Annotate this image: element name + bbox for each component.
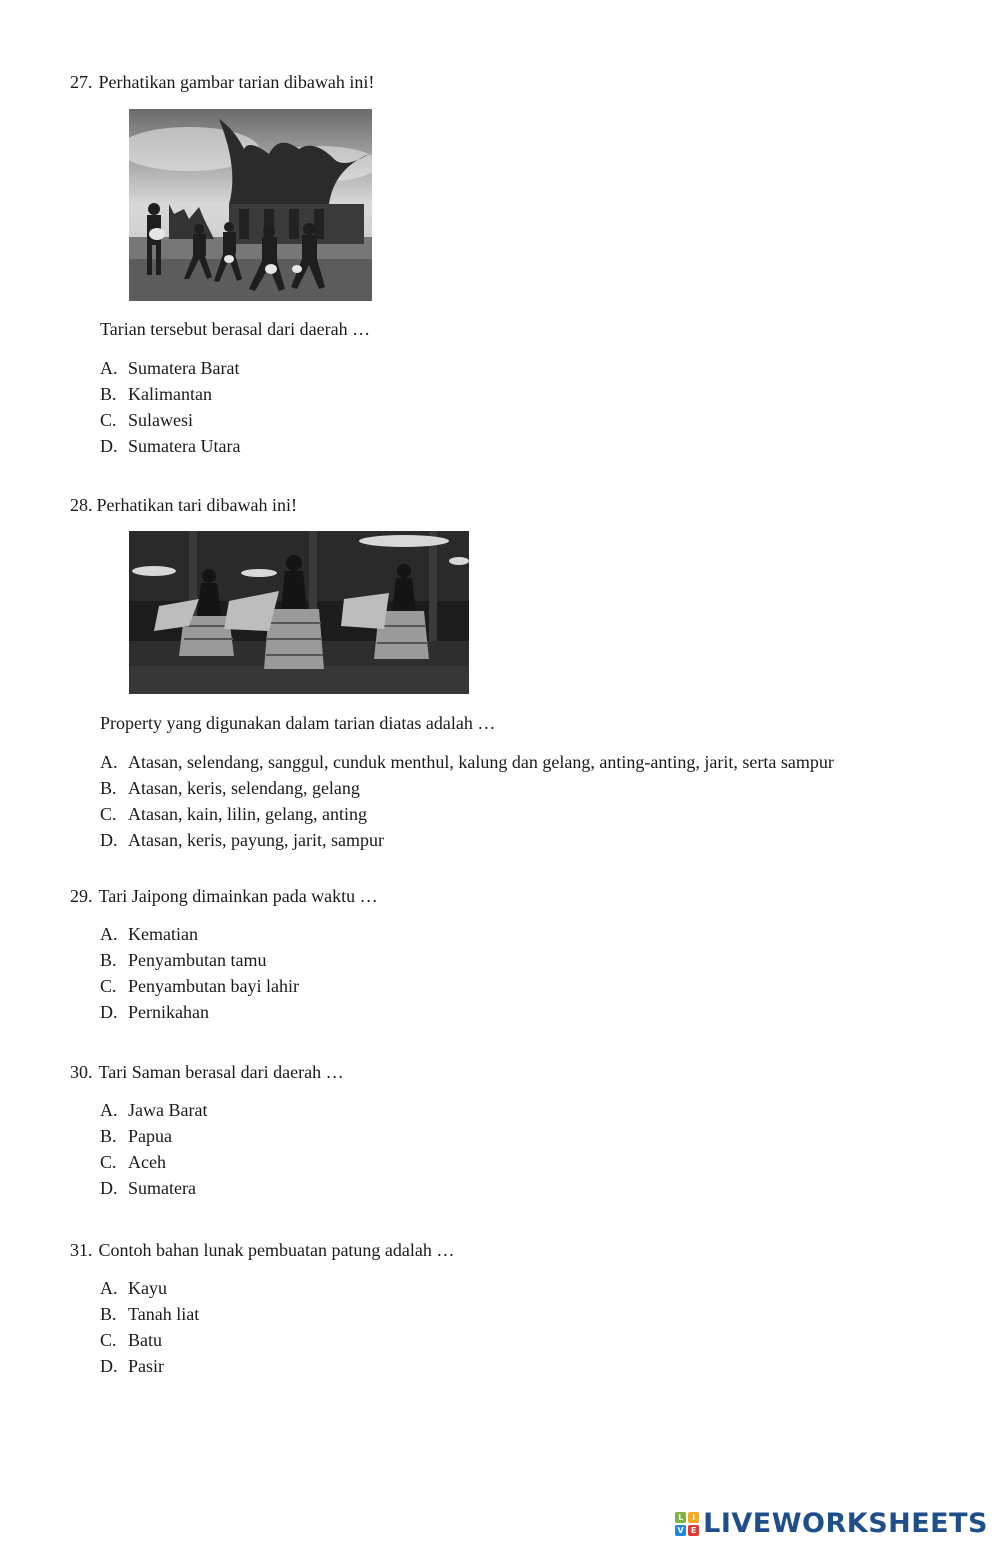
logo-badge-icon — [675, 1512, 699, 1536]
badge-letter: E — [688, 1525, 699, 1536]
question-29-title — [70, 885, 378, 907]
option-d[interactable] — [100, 1353, 199, 1379]
option-b[interactable] — [100, 1123, 207, 1149]
option-letter: D. — [100, 1178, 118, 1198]
option-text: Tanah liat — [128, 1304, 200, 1324]
option-b[interactable] — [100, 947, 299, 973]
logo-text: LIVEWORKSHEETS — [703, 1508, 988, 1539]
option-letter: C. — [100, 804, 117, 824]
option-letter: B. — [100, 1304, 117, 1324]
option-text: Jawa Barat — [128, 1100, 208, 1120]
question-31-title — [70, 1239, 454, 1261]
badge-letter: I — [688, 1512, 699, 1523]
option-letter: D. — [100, 436, 118, 456]
option-c[interactable] — [100, 407, 240, 433]
option-text: Penyambutan tamu — [128, 950, 267, 970]
option-text: Sulawesi — [128, 410, 193, 430]
option-letter: A. — [100, 752, 118, 772]
question-text: Tari Jaipong dimainkan pada waktu … — [98, 886, 378, 906]
option-text: Atasan, keris, selendang, gelang — [128, 778, 360, 798]
question-text: Tari Saman berasal dari daerah … — [98, 1062, 344, 1082]
option-text: Sumatera Barat — [128, 358, 240, 378]
option-letter: A. — [100, 1278, 118, 1298]
option-text: Kalimantan — [128, 384, 212, 404]
option-a[interactable] — [100, 921, 299, 947]
option-text: Atasan, kain, lilin, gelang, anting — [128, 804, 367, 824]
question-30-title — [70, 1061, 344, 1083]
option-c[interactable] — [100, 801, 834, 827]
option-c[interactable] — [100, 1149, 207, 1175]
option-text: Sumatera — [128, 1178, 196, 1198]
option-letter: D. — [100, 830, 118, 850]
question-28-title — [70, 494, 297, 516]
question-27-title — [70, 71, 374, 93]
question-28-options — [100, 749, 834, 853]
option-letter: C. — [100, 976, 117, 996]
question-number: 31. — [70, 1240, 93, 1260]
option-d[interactable] — [100, 1175, 207, 1201]
option-letter: C. — [100, 1330, 117, 1350]
option-letter: D. — [100, 1002, 118, 1022]
option-d[interactable] — [100, 999, 299, 1025]
option-text: Penyambutan bayi lahir — [128, 976, 299, 996]
badge-letter: V — [675, 1525, 686, 1536]
question-number: 27. — [70, 72, 93, 92]
option-letter: B. — [100, 384, 117, 404]
option-letter: A. — [100, 1100, 118, 1120]
option-text: Atasan, keris, payung, jarit, sampur — [128, 830, 384, 850]
question-29-options — [100, 921, 299, 1025]
option-text: Aceh — [128, 1152, 166, 1172]
option-text: Pasir — [128, 1356, 164, 1376]
question-text: Perhatikan gambar tarian dibawah ini! — [98, 72, 375, 92]
option-b[interactable] — [100, 775, 834, 801]
option-letter: C. — [100, 1152, 117, 1172]
option-b[interactable] — [100, 381, 240, 407]
option-letter: A. — [100, 924, 118, 944]
option-a[interactable] — [100, 1275, 199, 1301]
option-text: Pernikahan — [128, 1002, 209, 1022]
question-number: 28. — [70, 495, 93, 515]
option-text: Batu — [128, 1330, 162, 1350]
question-text: Perhatikan tari dibawah ini! — [96, 495, 297, 515]
question-text: Contoh bahan lunak pembuatan patung adalah … — [98, 1240, 455, 1260]
option-d[interactable] — [100, 433, 240, 459]
option-letter: C. — [100, 410, 117, 430]
question-28-photo — [129, 531, 469, 694]
option-c[interactable] — [100, 1327, 199, 1353]
option-text: Kayu — [128, 1278, 167, 1298]
option-text: Atasan, selendang, sanggul, cunduk menthul, kalung dan gelang, anting-anting, jarit, serta sampur — [128, 752, 834, 772]
option-a[interactable] — [100, 749, 834, 775]
option-c[interactable] — [100, 973, 299, 999]
option-a[interactable] — [100, 1097, 207, 1123]
option-letter: B. — [100, 778, 117, 798]
question-27-options — [100, 355, 240, 459]
option-text: Papua — [128, 1126, 172, 1146]
option-text: Kematian — [128, 924, 198, 944]
question-27-photo — [129, 109, 372, 301]
option-b[interactable] — [100, 1301, 199, 1327]
option-a[interactable] — [100, 355, 240, 381]
question-number: 30. — [70, 1062, 93, 1082]
liveworksheets-logo[interactable] — [675, 1508, 988, 1539]
question-31-options — [100, 1275, 199, 1379]
option-d[interactable] — [100, 827, 834, 853]
question-30-options — [100, 1097, 207, 1201]
question-number: 29. — [70, 886, 93, 906]
question-27-prompt: Tarian tersebut berasal dari daerah … — [100, 319, 371, 339]
option-letter: D. — [100, 1356, 118, 1376]
option-text: Sumatera Utara — [128, 436, 241, 456]
option-letter: A. — [100, 358, 118, 378]
badge-letter: L — [675, 1512, 686, 1523]
option-letter: B. — [100, 950, 117, 970]
question-28-prompt: Property yang digunakan dalam tarian diatas adalah … — [100, 713, 496, 733]
option-letter: B. — [100, 1126, 117, 1146]
